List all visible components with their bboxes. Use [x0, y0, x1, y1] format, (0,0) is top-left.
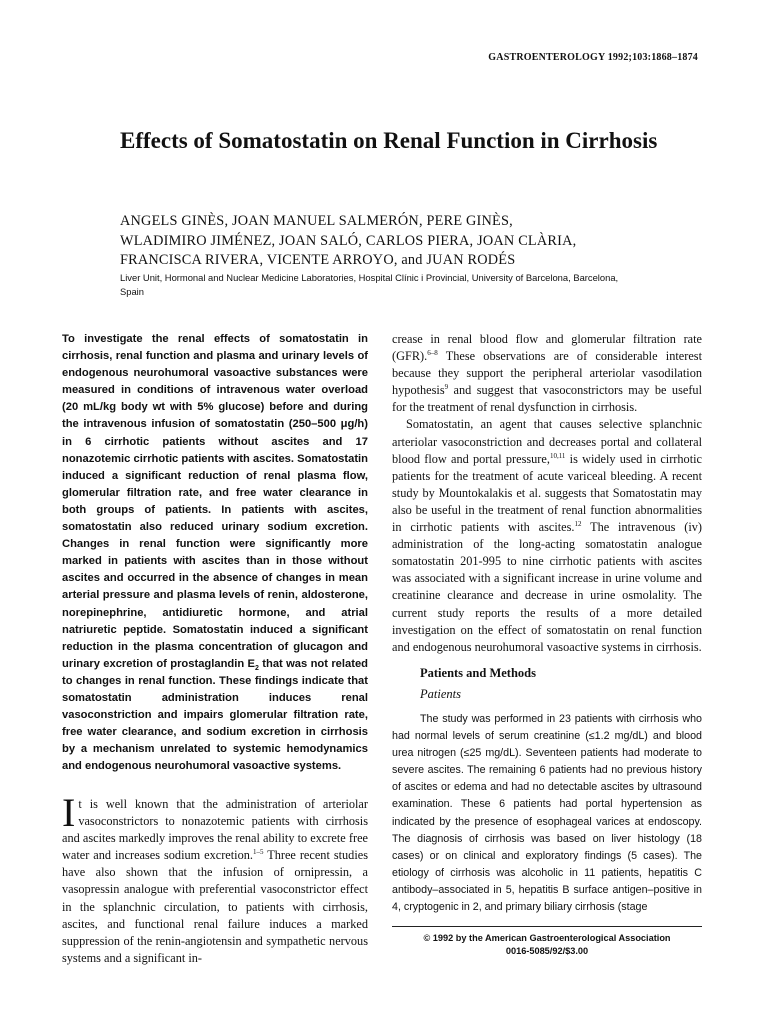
article-title: Effects of Somatostatin on Renal Function in Cirrhosis [120, 128, 658, 153]
abstract [62, 331, 368, 775]
copyright-line: © 1992 by the American Gastroenterological Association [423, 933, 671, 943]
body-text: Somatostatin, an agent that causes selective splanchnic arteriolar vasoconstriction and decreases portal and collateral blood flow and portal pressure, [392, 417, 702, 466]
body-text: and suggest that vasoconstrictors may be useful for the treatment of renal dysfunction in cirrhosis. [392, 383, 702, 415]
author-line: WLADIMIRO JIMÉNEZ, JOAN SALÓ, CARLOS PIERA, JOAN CLÀRIA, [120, 232, 577, 249]
reference-citation: 1–5 [252, 848, 264, 857]
author-line: FRANCISCA RIVERA, VICENTE ARROYO, and JUAN RODÉS [120, 252, 516, 268]
author-line: ANGELS GINÈS, JOAN MANUEL SALMERÓN, PERE GINÈS, [120, 213, 513, 229]
reference-citation: 12 [574, 519, 582, 528]
abstract-text: To investigate the renal effects of somatostatin in cirrhosis, renal function and plasma and urinary levels of endogenous neurohumoral vasoactive substances were measured in conditions of intravenous water overload (20 mL/kg body wt with 5% glucose) before and during the intravenous infusion of somatostatin (250–500 μg/h) in 6 cirrhotic patients without ascites and 17 nonazotemic cirrhotic patients with ascites. Somatostatin induced a significant reduction of renal plasma flow, glomerular filtration rate, and free water clearance in both groups of patients. In patients with ascites, somatostatin also reduced urinary sodium excretion. Changes in renal function were significantly more marked in patients with ascites than in those without ascites and occurred in the absence of changes in mean arterial pressure and plasma levels of renin, aldosterone, norepinephrine, antidiuretic hormone, and atrial natriuretic peptide. Somatostatin induced a significant reduction in the plasma concentration of glucagon and urinary excretion of prostaglandin E [62, 333, 368, 670]
methods-paragraph: The study was performed in 23 patients with cirrhosis who had normal levels of serum creatinine (≤1.2 mg/dL) and blood urea nitrogen (≤25 mg/dL). Seventeen patients had moderate to severe ascites. The remaining 6 patients had no previous history of ascites or edema and had no detectable ascites by ultrasound examination. These 6 patients had portal hypertension as indicated by the presence of esophageal varices at endoscopy. The diagnosis of cirrhosis was based on liver histology (18 cases) or on clinical and exploratory findings (5 cases). The etiology of cirrhosis was alcoholic in 11 patients, hepatitis C antibody–associated in 5, hepatitis B surface antigen–positive in 4, cryptogenic in 2, and primary biliary cirrhosis (stage [392, 712, 702, 913]
abstract-text: that was not related to changes in renal function. These findings indicate that somatostatin administration induces renal vasoconstriction and impairs glomerular filtration rate, free water clearance, and sodium excretion in cirrhosis by a mechanism unrelated to systemic hemodynamics and endogenous neurohumoral vasoactive systems. [62, 657, 369, 773]
body-text: These observations are of considerable interest because they support the peripheral arteriolar vasodilation hypothesis [392, 349, 702, 398]
reference-citation: 10,11 [549, 451, 566, 460]
body-paragraph [392, 331, 702, 416]
body-paragraph [392, 416, 702, 655]
journal-citation: GASTROENTEROLOGY 1992;103:1868–1874 [488, 52, 698, 63]
body-text: crease in renal blood flow and glomerular filtration rate (GFR). [392, 332, 702, 364]
subscript: 2 [255, 665, 259, 673]
issn-code: 0016-5085/92/$3.00 [505, 946, 589, 956]
author-list [120, 212, 700, 271]
intro-text: t is well known that the administration of arteriolar vasoconstrictors to nonazotemic patients with cirrhosis and ascites markedly improves the renal ability to excrete free water and increases sodium excretion. [62, 797, 368, 863]
body-text: is widely used in cirrhotic patients for the treatment of acute variceal bleeding. A recent study by Mountokalakis et al. suggests that Somatostatin may also be useful in the treatment of renal function abnormalities in cirrhotic patients with ascites. [392, 451, 702, 535]
intro-text: Three recent studies have also shown that the infusion of ornipressin, a vasopressin analogue with preferential vasoconstrictor effect in the splanchnic circulation, to patients with cirrhosis, ascites, and functional renal failure induces a marked suppression of the renin-angiotensin and sympathetic nervous systems and a significant in- [62, 848, 368, 965]
reference-citation: 6–8 [427, 349, 438, 357]
copyright-notice [392, 932, 702, 958]
drop-cap: I [62, 790, 76, 835]
section-heading: Patients and Methods [420, 665, 536, 680]
reference-citation: 9 [444, 383, 449, 392]
body-text: The intravenous (iv) administration of the long-acting somatostatin analogue somatostatin 201-995 to nine cirrhotic patients with ascites was associated with a significant increase in urine volume and creatinine clearance and decrease in urine osmolality. The current study reports the results of a more detailed investigation on the effect of somatostatin on renal function and endogenous neurohumoral vasoactive systems in cirrhosis. [392, 520, 702, 654]
right-column [392, 331, 702, 916]
footer-divider [392, 926, 702, 927]
introduction-paragraph [62, 790, 368, 967]
affiliation: Liver Unit, Hormonal and Nuclear Medicine Laboratories, Hospital Clínic i Provincial, University of Barcelona, Barcelona, Spain [120, 272, 619, 297]
subsection-heading: Patients [420, 686, 461, 701]
